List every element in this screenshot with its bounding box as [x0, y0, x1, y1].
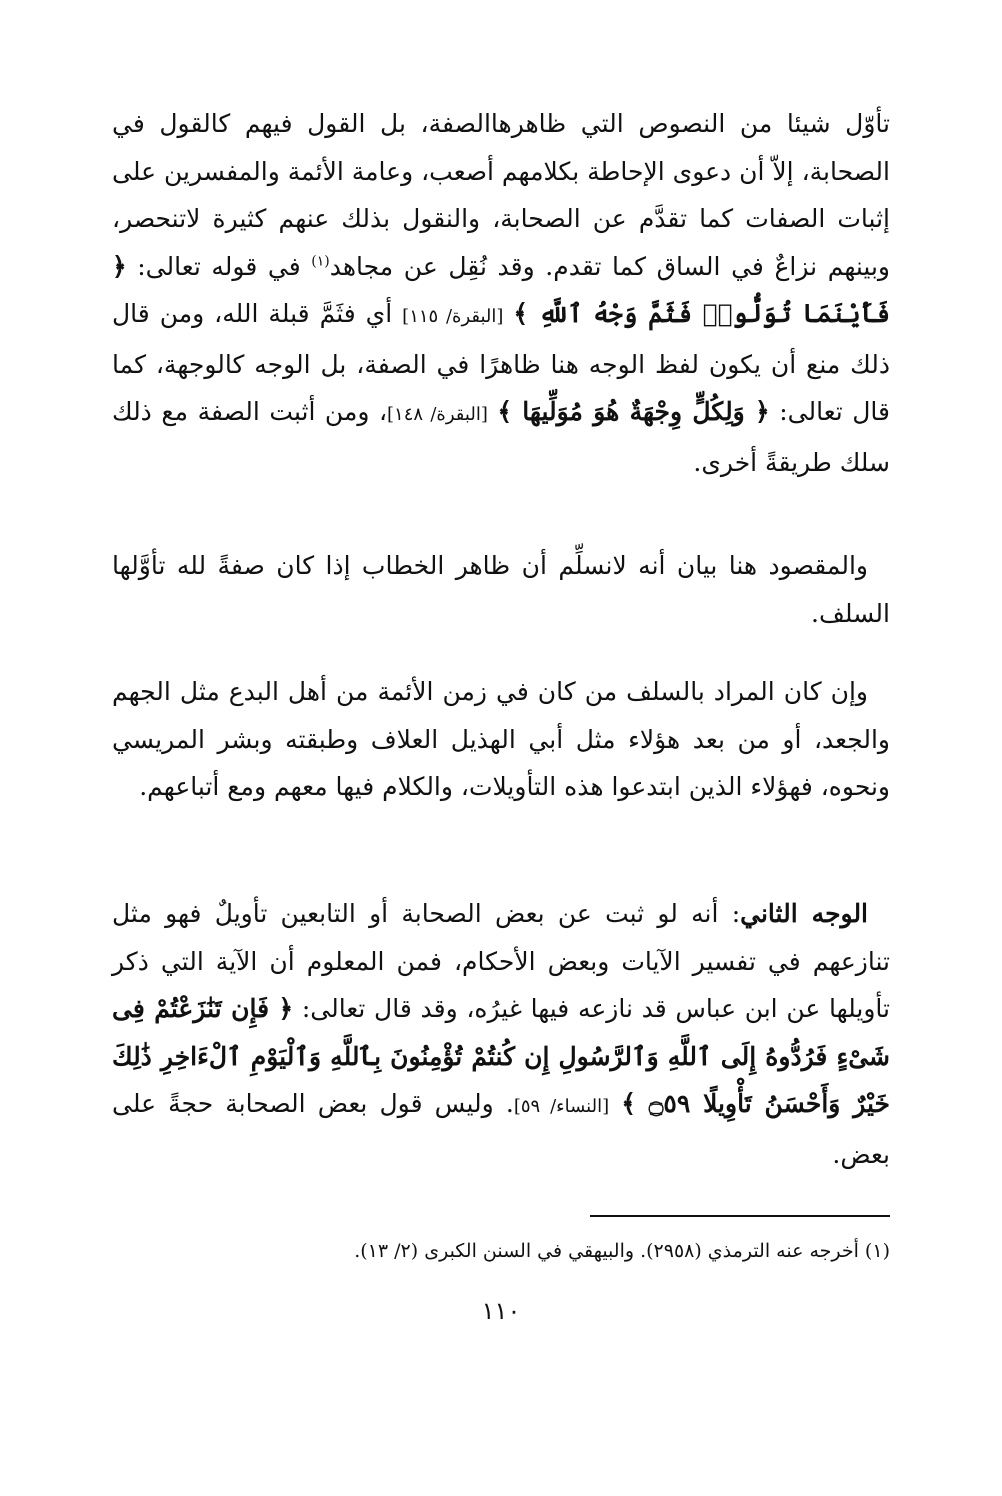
paragraph-3	[112, 668, 890, 811]
paragraph-3-text: وإن كان المراد بالسلف من كان في زمن الأئمة من أهل البدع مثل الجهم والجعد، أو من بعد هؤلاء مثل أبي الهذيل العلاف وطبقته وبشر المريسي ونحوه، فهؤلاء الذين ابتدعوا هذه التأويلات، والكلام فيها معهم ومع أتباعهم.	[112, 677, 890, 801]
paragraph-4	[112, 890, 890, 1178]
footnote-separator	[590, 1215, 890, 1217]
quran-verse-2: ﴿ وَلِكُلٍّ وِجْهَةٌ هُوَ مُوَلِّيهَا ﴾	[497, 397, 770, 426]
paragraph-1-text-a: تأوّل شيئا من النصوص التي ظاهرهاالصفة، بل القول فيهم كالقول في الصحابة، إلاّ أن دعوى الإحاطة بكلامهم أصعب، وعامة الأئمة والمفسرين على إثبات الصفات كما تقدَّم عن الصحابة، والنقول بذلك عنهم كثيرة لاتنحصر، وبينهم نزاعٌ في الساق كما تقدم. وقد نُقِل عن مجاهد	[112, 109, 890, 281]
paragraph-2	[112, 542, 890, 637]
footnote-marker: (١)	[311, 253, 330, 270]
paragraph-2-text: والمقصود هنا بيان أنه لانسلِّم أن ظاهر الخطاب إذا كان صفةً لله تأوَّلها السلف.	[112, 551, 890, 628]
verse-reference-1: [البقرة/ ١١٥]	[402, 306, 504, 327]
footnote: (١) أخرجه عنه الترمذي (٢٩٥٨). والبيهقي في السنن الكبرى (٢/ ١٣).	[354, 1240, 890, 1262]
paragraph-1-text-d: ، ومن أثبت الصفة مع ذلك سلك طريقةً أخرى.	[112, 397, 890, 477]
paragraph-1-text-c: أي فثَمَّ قبلة الله، ومن قال ذلك منع أن يكون لفظ الوجه هنا ظاهرًا في الصفة، بل الوجه كالوجهة، كما قال تعالى:	[112, 299, 890, 426]
paragraph-4-lead: الوجه الثاني	[740, 899, 869, 928]
paragraph-1-text-b: في قوله تعالى:	[126, 251, 312, 281]
quran-verse-3: ﴿ فَإِن تَنَٰزَعْتُمْ فِى شَىْءٍ فَرُدُّوهُ إِلَى ٱللَّهِ وَٱلرَّسُولِ إِن كُنتُمْ تُؤْمِنُونَ بِٱللَّهِ وَٱلْيَوْمِ ٱلْءَاخِرِ ذَٰلِكَ خَيْرٌ وَأَحْسَنُ تَأْوِيلًا ۝٥٩ ﴾	[112, 994, 891, 1118]
verse-reference-3: [النساء/ ٥٩]	[513, 1096, 610, 1117]
paragraph-1	[112, 100, 890, 486]
page-number: ١١٠	[481, 1297, 521, 1325]
paragraph-4-text-b: . وليس قول بعض الصحابة حجةً على بعض.	[112, 1089, 890, 1169]
quran-verse-1: ﴿ فَأَيْنَمَا تُوَلُّوا۟ فَثَمَّ وَجْهُ ٱللَّهِ ﴾	[112, 251, 890, 328]
paragraph-4-text-a: : أنه لو ثبت عن بعض الصحابة أو التابعين تأويلٌ فهو مثل تنازعهم في تفسير الآيات وبعض الأحكام، فمن المعلوم أن الآية التي ذكر تأويلها عن ابن عباس قد نازعه فيها غيرُه، وقد قال تعالى:	[112, 899, 891, 1023]
verse-reference-2: [البقرة/ ١٤٨]	[387, 404, 488, 425]
